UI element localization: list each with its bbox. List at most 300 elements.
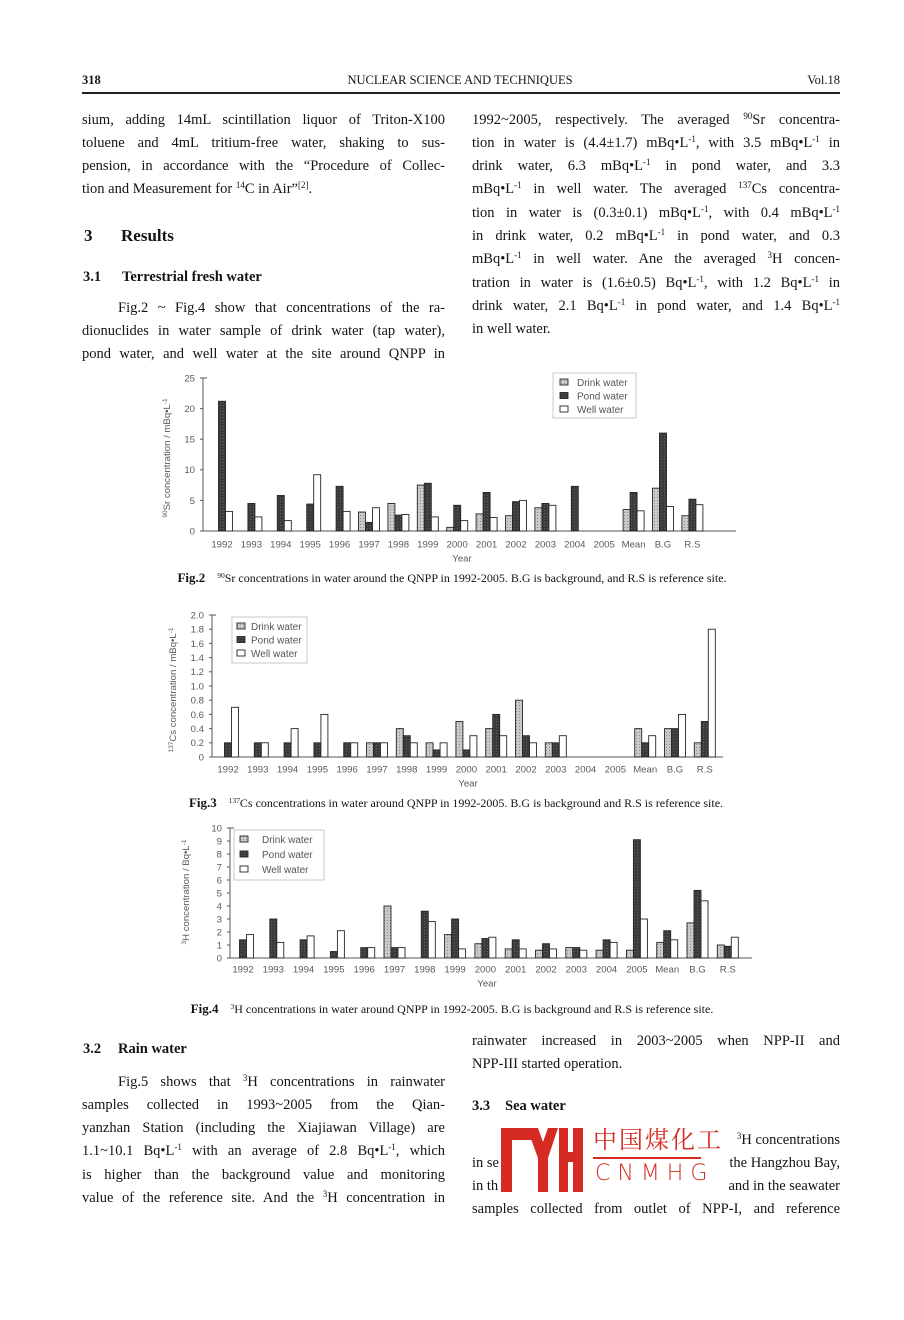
bar-drink-water (687, 923, 694, 958)
legend-label: Drink water (577, 377, 628, 389)
subsection-title: Terrestrial fresh water (122, 268, 262, 285)
superscript: -1 (811, 273, 819, 284)
bar-well-water (431, 517, 438, 531)
superscript: -1 (832, 203, 840, 214)
bar-well-water (291, 729, 298, 757)
y-tick-label: 0 (216, 953, 222, 965)
bar-drink-water (456, 722, 463, 758)
x-tick-label: 1996 (328, 539, 351, 551)
bar-pond-water (277, 496, 284, 531)
superscript: 90 (743, 110, 753, 121)
x-tick-label: 1993 (262, 964, 284, 976)
x-tick-label: 2005 (626, 964, 648, 976)
x-tick-label: 1992 (211, 539, 233, 551)
bar-drink-water (388, 503, 395, 531)
superscript: 90 (217, 570, 225, 580)
bar-well-water (307, 936, 314, 958)
bar-pond-water (513, 502, 520, 531)
text-line: yanzhan Station (including the Xiajiawan Village) are (82, 1120, 445, 1137)
bar-pond-water (689, 499, 696, 531)
text-line: samples collected in 1993~2005 from the Qian- (82, 1096, 445, 1113)
bar-pond-water (694, 890, 701, 958)
x-tick-label: B.G (666, 764, 684, 776)
section-number: 3 (84, 226, 93, 245)
subsection-title-rain: Rain water (118, 1040, 187, 1057)
superscript: -1 (617, 296, 626, 307)
bar-pond-water (254, 743, 261, 757)
bar-drink-water (694, 743, 701, 757)
bar-well-water (530, 743, 537, 757)
legend-swatch-well-water (560, 406, 568, 412)
bar-pond-water (660, 433, 667, 531)
bar-well-water (368, 948, 375, 958)
bar-well-water (550, 949, 557, 958)
x-tick-label: Mean (621, 539, 646, 551)
text-line: tion and Measurement for $^{14}$C in Air”[2]. (82, 180, 313, 198)
bar-drink-water (657, 942, 664, 958)
text-fragment: in th (472, 1178, 499, 1195)
y-axis-title: $^3$H concentration / $Bq•L^{-1}$ (180, 839, 192, 945)
y-tick-label: 1.0 (190, 681, 204, 693)
y-tick-label: 1.8 (190, 624, 204, 636)
bar-drink-water (445, 935, 452, 958)
bar-drink-water (396, 729, 403, 757)
bar-drink-water (635, 729, 642, 757)
superscript: -1 (174, 1142, 182, 1153)
bar-well-water (671, 940, 678, 958)
superscript: [2] (297, 180, 309, 191)
bar-well-water (402, 514, 409, 531)
superscript: -1 (700, 203, 709, 214)
text-line: $mBq•L^{-1}$ in well water. The averaged $^{137}$Cs concentra- (472, 180, 840, 198)
legend-label: Well water (251, 648, 298, 660)
bar-well-water (708, 629, 715, 757)
bar-drink-water (665, 729, 672, 757)
text-line: value of the reference site. And the $^3$H concentration in (82, 1189, 445, 1206)
bar-pond-water (366, 522, 373, 531)
bar-pond-water (219, 401, 226, 531)
x-tick-label: 1999 (425, 764, 448, 776)
x-tick-label: 1997 (383, 964, 406, 976)
legend-swatch-pond-water (237, 637, 245, 643)
bar-drink-water (536, 950, 543, 958)
superscript: 14 (235, 180, 245, 191)
x-tick-label: Mean (655, 964, 680, 976)
y-tick-label: 0.6 (190, 709, 204, 721)
x-tick-label: 1994 (276, 764, 299, 776)
text-line: in drink water, 0.2 $mBq•L^{-1}$ in pond water, and 0.3 (472, 227, 840, 244)
volume-label: Vol.18 (807, 73, 840, 87)
bar-drink-water (545, 743, 552, 757)
superscript: 3 (322, 1189, 328, 1200)
text-line: drink water, 2.1 $Bq•L^{-1}$ in pond water, and 1.4 $Bq•L^{-1}$ (472, 296, 840, 314)
legend-swatch-well-water (240, 866, 248, 872)
y-tick-label: 5 (189, 495, 195, 507)
bar-well-water (731, 937, 738, 958)
bar-pond-water (300, 940, 307, 958)
text-line: 1992~2005, respectively. The averaged $^{90}$Sr concentra- (472, 110, 840, 128)
bar-pond-water (493, 714, 500, 757)
subsection-number-rain: 3.2 (83, 1040, 102, 1057)
y-tick-label: 2.0 (190, 610, 204, 622)
bar-drink-water (682, 516, 689, 531)
bar-drink-water (626, 950, 633, 958)
x-tick-label: B.G (654, 539, 672, 551)
legend-swatch-well-water (237, 650, 245, 656)
bar-pond-water (307, 504, 314, 531)
bar-well-water (277, 942, 284, 958)
mh-logo-icon (501, 1128, 583, 1192)
bar-well-water (549, 505, 556, 531)
y-tick-label: 0 (198, 752, 204, 764)
text-line: $mBq•L^{-1}$ in well water. Ane the averaged $^3$H concen- (472, 250, 840, 268)
x-tick-label: 1994 (292, 964, 315, 976)
bar-drink-water (476, 514, 483, 531)
watermark (501, 1126, 723, 1196)
text-line: toluene and 4mL tritium-free water, shaking to sus- (82, 134, 445, 151)
bar-well-water (701, 901, 708, 958)
fig3-caption-label: Fig.3 (188, 795, 217, 810)
text-line: Fig.5 shows that $^3$H concentrations in rainwater (118, 1072, 446, 1090)
subsection-title-sea: Sea water (505, 1097, 566, 1114)
left-paragraph-rain-water (82, 1071, 445, 1211)
x-tick-label: 2001 (475, 539, 498, 551)
bar-well-water (343, 511, 350, 531)
superscript: -1 (696, 273, 704, 284)
bar-drink-water (447, 527, 454, 531)
right-paragraph-averages (472, 109, 840, 342)
bar-pond-water (240, 940, 247, 958)
bar-well-water (500, 736, 507, 757)
x-axis-title: Year (477, 978, 497, 990)
bar-well-water (337, 931, 344, 958)
bar-drink-water (505, 949, 512, 958)
y-axis-title: $^{137}$Cs concentration / $mBq•L^{-1}$ (167, 627, 179, 753)
chart-legend (553, 373, 636, 418)
bar-pond-water (424, 483, 431, 531)
x-tick-label: 2003 (534, 539, 557, 551)
legend-label: Pond water (251, 635, 302, 647)
fig4-caption-text: $^3$H concentrations in water around QNPP in 1992-2005. B.G is background and R.S is reference site. (230, 1001, 714, 1016)
text-line: pension, in accordance with the “Procedure of Collec- (82, 158, 445, 175)
section-title: Results (121, 226, 174, 245)
x-tick-label: 2004 (595, 964, 618, 976)
x-tick-label: 2000 (474, 964, 497, 976)
bar-drink-water (717, 945, 724, 958)
text-line: tion in water is (4.4±1.7) $mBq•L^{-1}$, with 3.5 $mBq•L^{-1}$ in (472, 133, 840, 151)
y-tick-label: 0.8 (190, 695, 204, 707)
text-line: in well water. (472, 321, 551, 338)
y-tick-label: 10 (184, 465, 195, 477)
bar-pond-water (603, 940, 610, 958)
x-tick-label: 2002 (515, 764, 537, 776)
superscript: -1 (812, 133, 820, 144)
bar-pond-water (374, 743, 381, 757)
bar-pond-water (454, 505, 461, 531)
x-tick-label: 1999 (444, 964, 466, 976)
superscript: -1 (388, 1142, 396, 1153)
bar-pond-water (395, 515, 402, 531)
bar-well-water (351, 743, 358, 757)
text-line: rainwater increased in 2003~2005 when NPP-II and (472, 1032, 840, 1049)
bar-pond-water (642, 743, 649, 757)
bar-pond-water (482, 939, 489, 959)
fig3-caption (104, 795, 808, 811)
text-line: 1.1~10.1 $Bq•L^{-1}$ with an average of 2.8 $Bq•L^{-1}$, which (82, 1142, 446, 1160)
legend-swatch-pond-water (240, 851, 248, 857)
x-tick-label: B.G (689, 964, 706, 976)
x-tick-label: 2005 (593, 539, 615, 551)
bar-pond-water (433, 750, 440, 757)
x-tick-label: 2004 (574, 764, 597, 776)
bar-well-water (373, 508, 380, 531)
bar-drink-water (623, 510, 630, 531)
fig3-bar-chart (0, 600, 904, 792)
fig2-caption (100, 570, 804, 586)
y-tick-label: 9 (216, 836, 222, 848)
x-tick-label: 2005 (604, 764, 627, 776)
superscript: -1 (514, 250, 522, 261)
x-tick-label: 2001 (505, 964, 527, 976)
bar-pond-water (330, 952, 337, 959)
bar-well-water (640, 919, 647, 958)
legend-swatch-drink-water (237, 623, 245, 629)
bar-well-water (398, 948, 405, 958)
x-tick-label: 1995 (306, 764, 329, 776)
y-tick-label: 2 (216, 927, 222, 939)
legend-label: Drink water (251, 621, 302, 633)
bar-well-water (428, 922, 435, 958)
fig2-caption-label: Fig.2 (177, 570, 206, 585)
legend-swatch-drink-water (240, 836, 248, 842)
x-tick-label: 1997 (358, 539, 380, 551)
bar-well-water (440, 743, 447, 757)
x-tick-label: 1993 (240, 539, 263, 551)
x-axis-title: Year (452, 553, 472, 565)
bar-pond-water (391, 948, 398, 958)
watermark-cn-text: 中国煤化工 (593, 1126, 723, 1154)
superscript: -1 (643, 157, 651, 168)
bar-drink-water (506, 516, 513, 531)
bar-drink-water (486, 729, 493, 757)
bar-well-water (459, 949, 466, 958)
fig2-caption-text: $^{90}$Sr concentrations in water around the QNPP in 1992-2005. B.G is background, and R.S is reference site. (217, 570, 727, 585)
text-line: samples collected from outlet of NPP-I, and reference (472, 1201, 840, 1218)
legend-label: Well water (577, 404, 624, 416)
y-tick-label: 0.2 (190, 738, 204, 750)
x-tick-label: 1995 (299, 539, 321, 551)
bar-drink-water (566, 948, 573, 958)
x-tick-label: 2004 (564, 539, 586, 551)
bar-well-water (649, 736, 656, 757)
x-tick-label: 1993 (247, 764, 269, 776)
legend-swatch-pond-water (560, 393, 568, 399)
bar-well-water (667, 507, 674, 531)
text-line: dionuclides in water sample of drink water (tap water), (82, 322, 445, 339)
text-fragment: $^3$H concentrations (736, 1130, 840, 1148)
y-tick-label: 8 (216, 849, 222, 861)
superscript: 3 (230, 1001, 235, 1011)
right-paragraph-rain-continued (472, 1030, 840, 1077)
bar-pond-water (483, 492, 490, 531)
bar-drink-water (653, 488, 660, 531)
bar-well-water (610, 942, 617, 958)
left-paragraph-intro (82, 109, 445, 202)
bar-drink-water (384, 906, 391, 958)
bar-well-water (559, 736, 566, 757)
subsection-number-sea: 3.3 (472, 1097, 491, 1114)
x-tick-label: 1997 (366, 764, 388, 776)
y-tick-label: 5 (216, 888, 222, 900)
x-tick-label: 1994 (270, 539, 292, 551)
legend-label: Drink water (262, 834, 313, 846)
bar-well-water (637, 511, 644, 531)
bar-pond-water (270, 919, 277, 958)
bar-well-water (381, 743, 388, 757)
bar-pond-water (225, 743, 232, 757)
x-tick-label: 1998 (387, 539, 410, 551)
fig4-caption (100, 1001, 804, 1017)
bar-pond-water (672, 729, 679, 757)
page-number: 318 (82, 73, 101, 87)
y-tick-label: 3 (216, 914, 222, 926)
x-tick-label: 2003 (545, 764, 567, 776)
fig2-bar-chart (0, 365, 904, 570)
bar-pond-water (724, 946, 731, 958)
superscript: -1 (514, 180, 522, 191)
superscript: -1 (832, 296, 840, 307)
y-tick-label: 20 (184, 404, 195, 415)
x-tick-label: 2000 (455, 764, 478, 776)
text-fragment: in se (472, 1154, 499, 1171)
text-line: pond water, and well water at the site around QNPP in (82, 346, 445, 363)
bar-pond-water (543, 944, 550, 958)
bar-well-water (321, 714, 328, 757)
y-tick-label: 1.6 (190, 638, 204, 650)
superscript: 137 (738, 180, 752, 191)
y-axis-title: $^{90}$Sr concentration / $mBq•L^{-1}$ (161, 398, 173, 518)
x-axis-title: Year (458, 778, 478, 790)
x-tick-label: 1999 (417, 539, 439, 551)
bar-drink-water (596, 950, 603, 958)
x-tick-label: Mean (633, 764, 658, 776)
bar-pond-water (314, 743, 321, 757)
bar-pond-water (421, 911, 428, 958)
left-paragraph-fresh-water (82, 297, 445, 367)
y-tick-label: 0 (189, 526, 195, 538)
legend-swatch-drink-water (560, 379, 568, 385)
bar-pond-water (664, 931, 671, 958)
superscript: 3 (736, 1130, 742, 1141)
bar-drink-water (426, 743, 433, 757)
y-tick-label: 1.4 (190, 653, 204, 664)
y-tick-label: 4 (216, 901, 222, 913)
x-tick-label: 2001 (485, 764, 507, 776)
watermark-en-text: CNMHG (595, 1161, 715, 1186)
legend-label: Pond water (262, 849, 313, 861)
bar-pond-water (512, 940, 519, 958)
bar-pond-water (552, 743, 559, 757)
bar-well-water (461, 521, 468, 531)
x-tick-label: 1992 (232, 964, 254, 976)
superscript: 3 (767, 250, 773, 261)
bar-drink-water (516, 700, 523, 757)
x-tick-label: 1992 (217, 764, 239, 776)
x-tick-label: R.S (719, 964, 736, 976)
header-rule (82, 92, 840, 94)
y-tick-label: 7 (216, 862, 222, 874)
bar-well-water (470, 736, 477, 757)
bar-pond-water (403, 736, 410, 757)
y-tick-label: 0.4 (190, 724, 204, 735)
bar-well-water (489, 937, 496, 958)
bar-drink-water (367, 743, 374, 757)
bar-well-water (255, 517, 262, 531)
bar-well-water (696, 505, 703, 531)
text-line: tion in water is (0.3±0.1) $mBq•L^{-1}$, with 0.4 $mBq•L^{-1}$ (472, 203, 840, 221)
x-tick-label: R.S (684, 539, 701, 551)
bar-well-water (314, 475, 321, 531)
x-tick-label: 1998 (396, 764, 418, 776)
x-tick-label: 2002 (535, 964, 557, 976)
journal-title: NUCLEAR SCIENCE AND TECHNIQUES (347, 73, 573, 87)
bar-pond-water (542, 503, 549, 531)
bar-pond-water (344, 743, 351, 757)
bar-pond-water (463, 750, 470, 757)
text-line: is higher than the background value and monitoring (82, 1166, 445, 1183)
sea-last-line (472, 1198, 840, 1221)
legend-label: Well water (262, 864, 309, 876)
bar-pond-water (571, 486, 578, 531)
y-tick-label: 6 (216, 875, 222, 887)
bar-well-water (232, 707, 239, 757)
bar-well-water (520, 500, 527, 531)
bar-drink-water (475, 944, 482, 958)
bar-well-water (519, 949, 526, 958)
x-tick-label: 1996 (353, 964, 375, 976)
text-line: tration in water is (1.6±0.5) $Bq•L^{-1}$, with 1.2 $Bq•L^{-1}$ in (472, 273, 840, 291)
superscript: 137 (228, 795, 240, 805)
fig3-caption-text: $^{137}$Cs concentrations in water around QNPP in 1992-2005. B.G is background and R.S is reference site. (228, 795, 724, 810)
text-line: drink water, 6.3 $mBq•L^{-1}$ in pond water, and 3.3 (472, 157, 840, 175)
text-line: NPP-III started operation. (472, 1055, 623, 1072)
y-tick-label: 1.2 (190, 667, 204, 679)
y-tick-label: 15 (184, 434, 195, 446)
bar-drink-water (417, 485, 424, 531)
bar-pond-water (630, 492, 637, 531)
bar-well-water (261, 743, 268, 757)
bar-pond-water (248, 503, 255, 531)
bar-pond-water (573, 948, 580, 958)
bar-pond-water (523, 736, 530, 757)
fig4-caption-label: Fig.4 (190, 1001, 219, 1016)
y-tick-label: 10 (211, 823, 222, 835)
superscript: -1 (688, 133, 696, 144)
x-tick-label: 1996 (336, 764, 358, 776)
chart-legend (232, 617, 307, 663)
y-tick-label: 1 (216, 940, 222, 952)
bar-pond-water (701, 722, 708, 758)
x-tick-label: 2002 (505, 539, 527, 551)
text-fragment: the Hangzhou Bay, (729, 1154, 840, 1171)
bar-pond-water (336, 486, 343, 531)
superscript: -1 (657, 227, 666, 238)
bar-well-water (580, 950, 587, 958)
chart-legend (234, 830, 324, 880)
bar-drink-water (535, 508, 542, 531)
text-fragment: and in the seawater (728, 1178, 840, 1195)
x-tick-label: 2000 (446, 539, 468, 551)
